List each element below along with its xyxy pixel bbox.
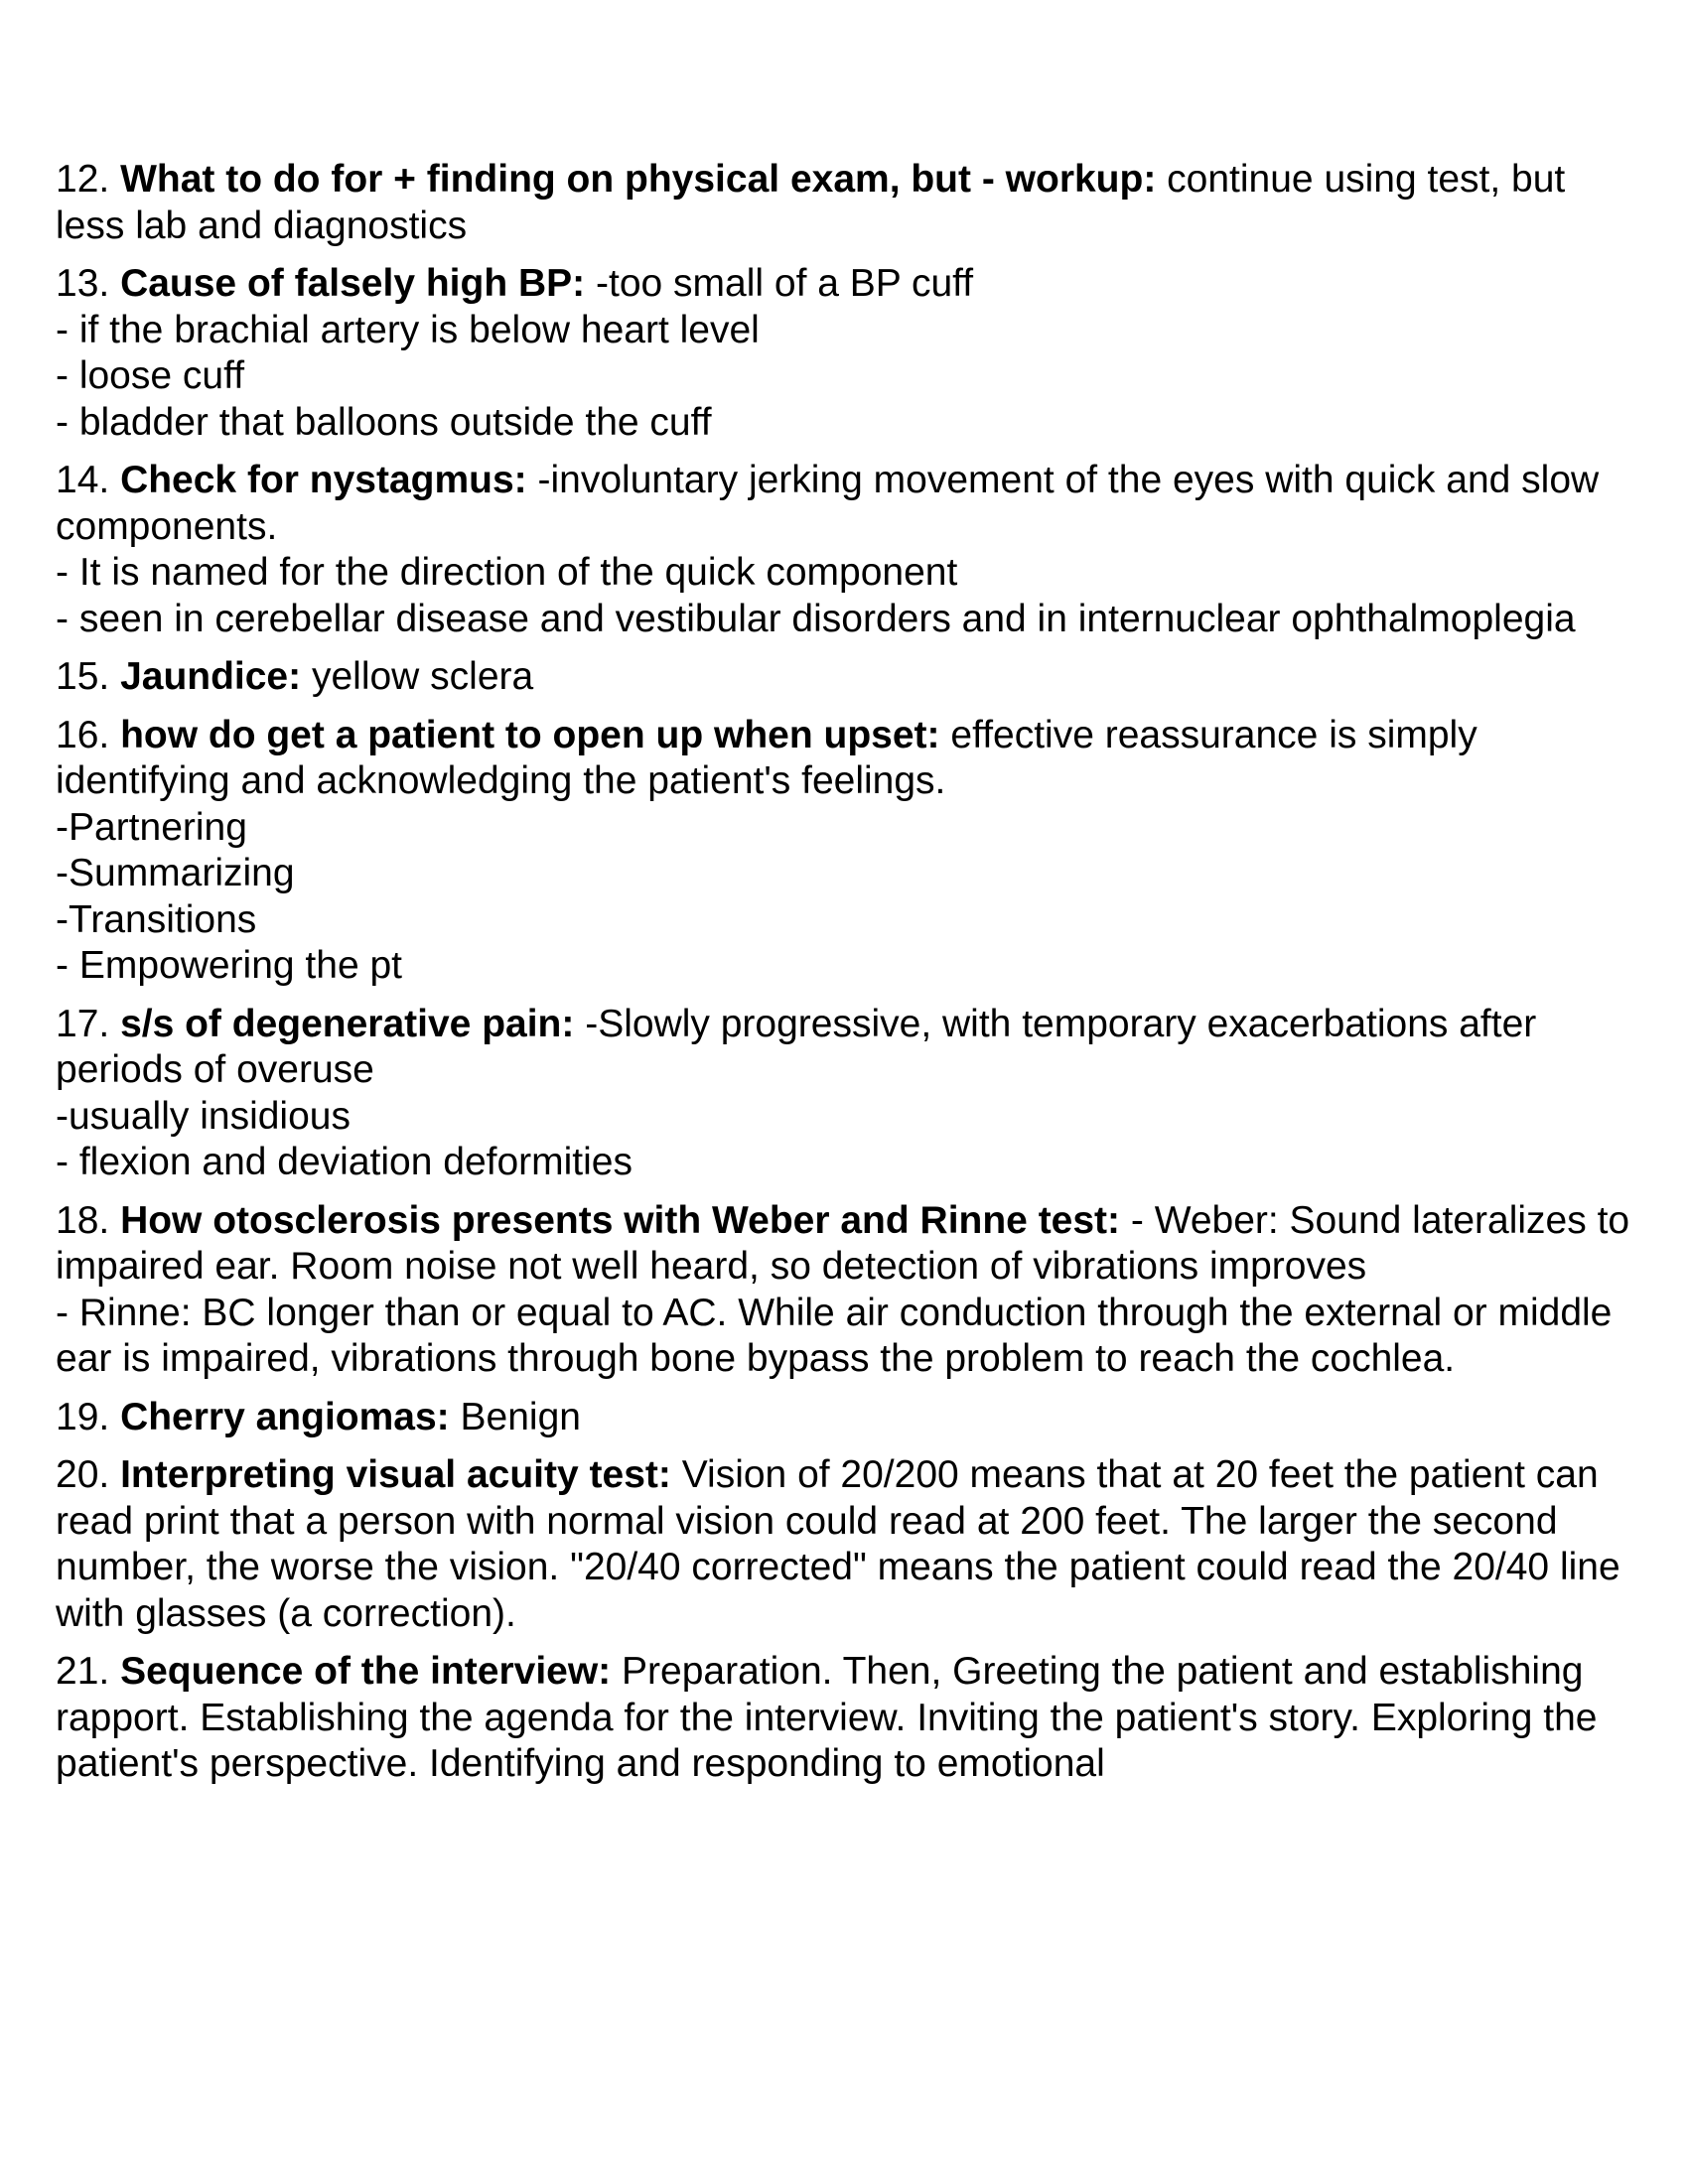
entry-term: Cause of falsely high BP: xyxy=(120,262,586,305)
entry-19 xyxy=(56,1395,1644,1441)
entry-text: effective reassurance is simply identifying and acknowledging the patient's feelings. xyxy=(56,713,1477,802)
entry-20 xyxy=(56,1452,1644,1637)
entry-line: -Partnering xyxy=(56,805,247,849)
entry-line: - seen in cerebellar disease and vestibular disorders and in internuclear ophthalmoplegia xyxy=(56,597,1576,640)
entry-line: - It is named for the direction of the quick component xyxy=(56,551,958,594)
entry-term: Jaundice: xyxy=(120,655,302,698)
entry-number: 12. xyxy=(56,158,110,201)
entry-term: How otosclerosis presents with Weber and Rinne test: xyxy=(120,1198,1121,1242)
entry-term: Check for nystagmus: xyxy=(120,459,527,501)
entry-17 xyxy=(56,1002,1644,1186)
entry-first-line xyxy=(56,1002,1644,1094)
entry-text: - Weber: Sound lateralizes to impaired ear. Room noise not well heard, so detection of vibrations improves xyxy=(56,1198,1630,1288)
entry-text: -Slowly progressive, with temporary exacerbations after periods of overuse xyxy=(56,1002,1537,1091)
entry-line: -usually insidious xyxy=(56,1094,351,1138)
entry-16 xyxy=(56,713,1644,990)
entry-line: - flexion and deviation deformities xyxy=(56,1141,633,1183)
entry-line: - Empowering the pt xyxy=(56,944,403,987)
entry-14 xyxy=(56,458,1644,642)
entry-15 xyxy=(56,654,1644,701)
entry-term: Sequence of the interview: xyxy=(120,1650,612,1693)
entry-18 xyxy=(56,1198,1644,1383)
entry-term: how do get a patient to open up when upset: xyxy=(120,713,940,756)
entry-term: Cherry angiomas: xyxy=(120,1395,450,1438)
entry-line: -Transitions xyxy=(56,897,257,941)
entry-number: 16. xyxy=(56,713,110,756)
entry-term: What to do for + finding on physical exam, but - workup: xyxy=(120,158,1157,201)
entry-13 xyxy=(56,261,1644,446)
entry-line: - Rinne: BC longer than or equal to AC. While air conduction through the external or middle ear is impaired, vibrations through bone bypass the problem to reach the cochlea. xyxy=(56,1291,1613,1380)
entry-text: Vision of 20/200 means that at 20 feet the patient can read print that a person with normal vision could read at 200 feet. The larger the second number, the worse the vision. "20/40 corrected" means the patient could read the 20/40 line with glasses (a correction). xyxy=(56,1453,1620,1635)
entry-text: Benign xyxy=(460,1395,581,1438)
entry-term: Interpreting visual acuity test: xyxy=(120,1453,671,1496)
entry-12 xyxy=(56,157,1644,249)
entry-term: s/s of degenerative pain: xyxy=(120,1002,575,1045)
entry-first-line xyxy=(56,1649,1644,1788)
entry-text: -involuntary jerking movement of the eyes with quick and slow components. xyxy=(56,459,1600,548)
entry-number: 17. xyxy=(56,1002,110,1045)
document-page xyxy=(56,157,1644,1800)
entry-number: 14. xyxy=(56,459,110,501)
entry-number: 21. xyxy=(56,1650,110,1693)
entry-text: continue using test, but less lab and diagnostics xyxy=(56,158,1566,247)
entry-number: 18. xyxy=(56,1198,110,1242)
entry-line: - loose cuff xyxy=(56,354,245,397)
entry-first-line xyxy=(56,713,1644,805)
entry-line: - if the brachial artery is below heart level xyxy=(56,308,760,351)
entry-text: yellow sclera xyxy=(311,655,534,698)
entry-first-line xyxy=(56,654,1644,701)
entry-21 xyxy=(56,1649,1644,1788)
entry-number: 13. xyxy=(56,262,110,305)
entry-first-line xyxy=(56,1198,1644,1291)
entry-first-line xyxy=(56,1452,1644,1637)
entry-number: 19. xyxy=(56,1395,110,1438)
entry-first-line xyxy=(56,157,1644,249)
entry-first-line xyxy=(56,1395,1644,1441)
entry-line: -Summarizing xyxy=(56,852,295,894)
entry-number: 15. xyxy=(56,655,110,698)
entry-first-line xyxy=(56,458,1644,550)
entry-first-line xyxy=(56,261,1644,308)
entry-line: - bladder that balloons outside the cuff xyxy=(56,400,712,444)
entry-text: Preparation. Then, Greeting the patient and establishing rapport. Establishing the agenda for the interview. Inviting the patient's story. Exploring the patient's perspective. Identifying and responding to emotional xyxy=(56,1650,1598,1785)
entry-text: -too small of a BP cuff xyxy=(596,262,974,305)
entry-number: 20. xyxy=(56,1453,110,1496)
